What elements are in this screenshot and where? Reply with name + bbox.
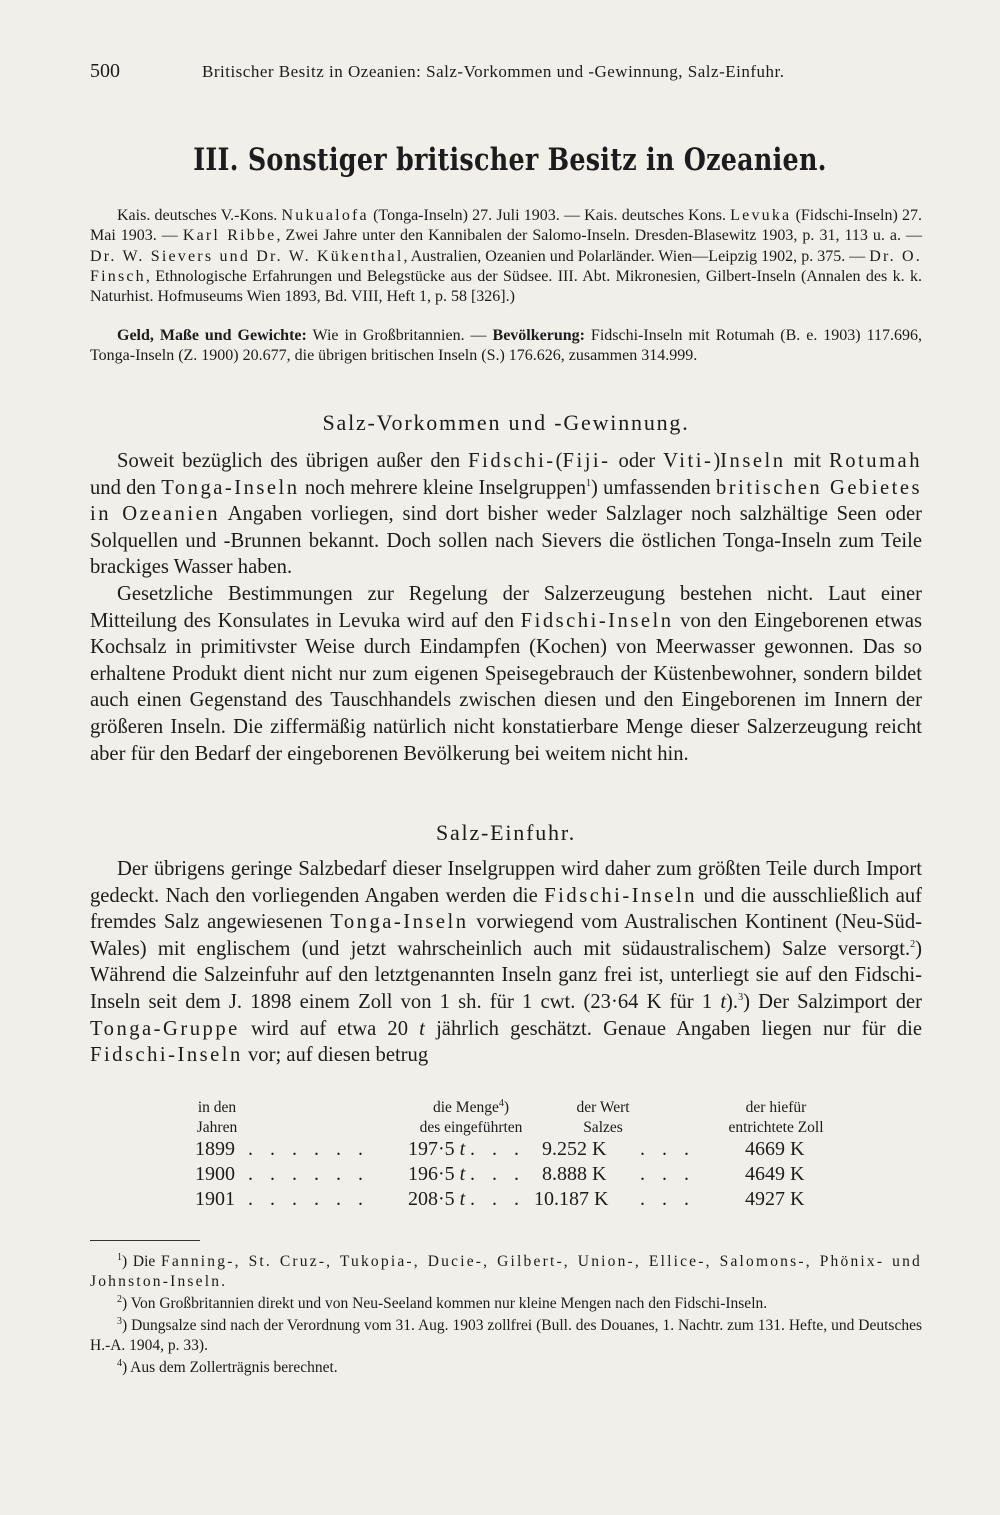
running-head-title: Britischer Besitz in Ozeanien: Salz-Vorkommen und -Gewinnung, Salz-Einfuhr. (202, 62, 785, 81)
cell-value: 9.252 K (542, 1138, 607, 1160)
header-quantity: die Menge$^4$) des eingeführten (419, 1097, 523, 1136)
cell-duty: 4669 K (745, 1138, 805, 1160)
cell-value: 10.187 K (534, 1188, 609, 1210)
table-row (90, 1188, 922, 1214)
paragraph: Der übrigens geringe Salzbedarf dieser Inselgruppen wird daher zum größten Teile durch Import gedeckt. Nach den vorliegenden Angaben werden die Fidschi-Inseln und die ausschließlich auf fremdes Salz angewiesenen Tonga-Inseln vorwiegend vom Australischen Kontinent (Neu-Süd-Wales) mit englischem (und jetzt wahrscheinlich auch mit südaustralischem) Salze versorgt.$^2$) Während die Salzeinfuhr auf den letztgenannten Inseln ganz frei ist, unterliegt sie auf den Fidschi-Inseln seit dem J. 1898 einem Zoll von 1 sh. für 1 cwt. (23·64 K für 1 t).$^3$) Der Salzimport der Tonga-Gruppe wird auf etwa 20 t jährlich geschätzt. Genaue Angaben liegen nur für die Fidschi-Inseln vor; auf diesen betrug (90, 858, 922, 1067)
population-label: Bevölkerung: (492, 327, 585, 344)
cell-quantity: 196·5 t (408, 1163, 466, 1185)
leader-dots: . . . (640, 1138, 695, 1160)
footnote-divider (90, 1240, 200, 1241)
ref-author: Dr. O. Finsch (90, 247, 922, 285)
cell-duty: 4649 K (745, 1163, 805, 1185)
currency-population-paragraph (90, 326, 922, 367)
leader-dots: . . . . . . (248, 1138, 369, 1160)
chapter-title: III. Sonstiger britischer Besitz in Ozeanien. (193, 142, 827, 178)
footnote-4: $^4$) Aus dem Zollerträgnis berechnet. (117, 1357, 338, 1376)
ref-place: Levuka (730, 207, 792, 224)
paragraph: Gesetzliche Bestimmungen zur Regelung der Salzerzeugung bestehen nicht. Laut einer Mitteilung des Konsulates in Levuka wird auf den Fidschi-Inseln von den Eingeborenen etwas Kochsalz in primitivster Weise durch Eindampfen (Kochen) von Meerwasser gewonnen. Das so erhaltene Produkt dient nicht nur zum eigenen Speisegebrauch der Küstenbewohner, sondern bildet auch einen Gegenstand des Tauschhandels zwischen diesen und den Eingeborenen im Innern der größeren Inseln. Die ziffermäßig natürlich nicht konstatierbare Menge dieser Salzerzeugung reicht aber für den Bedarf der eingeborenen Bevölkerung bei weitem nicht hin. (90, 582, 922, 765)
table-row (90, 1138, 922, 1164)
leader-dots: . . . (470, 1163, 525, 1185)
geld-label: Geld, Maße und Gewichte: (117, 327, 307, 344)
population-text: Fidschi-Inseln mit Rotumah (B. e. 1903) 117.696, Tonga-Inseln (Z. 1900) 20.677, die übrigen britischen Inseln (S.) 176.626, zusammen 314.999. (90, 327, 922, 365)
header-value: der Wert Salzes (576, 1099, 630, 1136)
cell-year: 1899 (195, 1138, 235, 1160)
footnote-ref: 2 (910, 938, 916, 950)
references-paragraph (90, 206, 922, 307)
ref-text: , Zwei Jahre unter den Kannibalen der Salomo-Inseln. Dresden-Blasewitz 1903, p. 31, 113 u. a. — (276, 227, 922, 245)
leader-dots: . . . (470, 1138, 525, 1160)
section-salt-deposits-body (90, 448, 922, 767)
cell-year: 1901 (195, 1188, 235, 1210)
cell-value: 8.888 K (542, 1163, 607, 1185)
ref-text: , Ethnologische Erfahrungen und Belegstücke aus der Südsee. III. Abt. Mikronesien, Gilbert-Inseln (Annalen des k. k. Naturhist. Hofmuseums Wien 1893, Bd. VIII, Heft 1, p. 58 [326].) (90, 267, 922, 306)
header-years: in den Jahren (196, 1099, 238, 1136)
section-heading-salt-deposits: Salz-Vorkommen und -Gewinnung. (322, 410, 690, 435)
ref-text: , Australien, Ozeanien und Polarländer. Wien—Leipzig 1902, p. 375. — (403, 247, 870, 265)
cell-quantity: 208·5 t (408, 1188, 466, 1210)
ref-author: Karl Ribbe (182, 227, 277, 245)
cell-year: 1900 (195, 1163, 235, 1185)
ref-author: Dr. W. Sievers und Dr. W. Kükenthal (90, 247, 404, 265)
cell-duty: 4927 K (745, 1188, 805, 1210)
section-heading-salt-import: Salz-Einfuhr. (435, 820, 577, 845)
paragraph: Soweit bezüglich des übrigen außer den Fidschi-(Fiji- oder Viti-)Inseln mit Rotumah und den Tonga-Inseln noch mehrere kleine Inselgruppen$^1$) umfassenden britischen Gebietes in Ozeanien Angaben vorliegen, sind dort bisher weder Salzlager noch salzhältige Seen oder Solquellen und -Brunnen bekannt. Doch sollen nach Sievers die östlichen Tonga-Inseln zum Teile brackiges Wasser haben. (90, 450, 923, 579)
leader-dots: . . . . . . (248, 1163, 369, 1185)
footnote-1: $^1$) Die Fanning-, St. Cruz-, Tukopia-, Ducie-, Gilbert-, Union-, Ellice-, Salomons-, Phönix- und Johnston-Inseln. (90, 1251, 922, 1291)
ref-place: Nukualofa (281, 207, 369, 224)
ref-text: (Tonga-Inseln) 27. Juli 1903. — Kais. deutsches Kons. (368, 207, 731, 224)
ref-text: Kais. deutsches V.-Kons. (117, 207, 282, 224)
footnote-ref: 1 (586, 477, 592, 489)
footnotes (90, 1252, 922, 1380)
leader-dots: . . . . . . (248, 1188, 369, 1210)
page-number: 500 (90, 60, 120, 82)
header-duty: der hiefür entrichtete Zoll (728, 1099, 824, 1136)
section-salt-import-body (90, 856, 922, 1069)
table-row (90, 1163, 922, 1189)
leader-dots: . . . (470, 1188, 525, 1210)
geld-text: Wie in Großbritannien. — (306, 327, 493, 344)
footnote-ref: 3 (738, 992, 744, 1004)
footnote-2: $^2$) Von Großbritannien direkt und von Neu-Seeland kommen nur kleine Mengen nach den Fidschi-Inseln. (117, 1293, 768, 1313)
cell-quantity: 197·5 t (408, 1138, 466, 1160)
ref-text: (Fidschi-Inseln) 27. Mai 1903. — (90, 207, 923, 245)
footnote-3: $^3$) Dungsalze sind nach der Verordnung vom 31. Aug. 1903 zollfrei (Bull. des Douanes, 1. Nachtr. zum 131. Hefte, und Deutsches H.-A. 1904, p. 33). (90, 1315, 922, 1355)
leader-dots: . . . (640, 1188, 695, 1210)
leader-dots: . . . (640, 1163, 695, 1185)
